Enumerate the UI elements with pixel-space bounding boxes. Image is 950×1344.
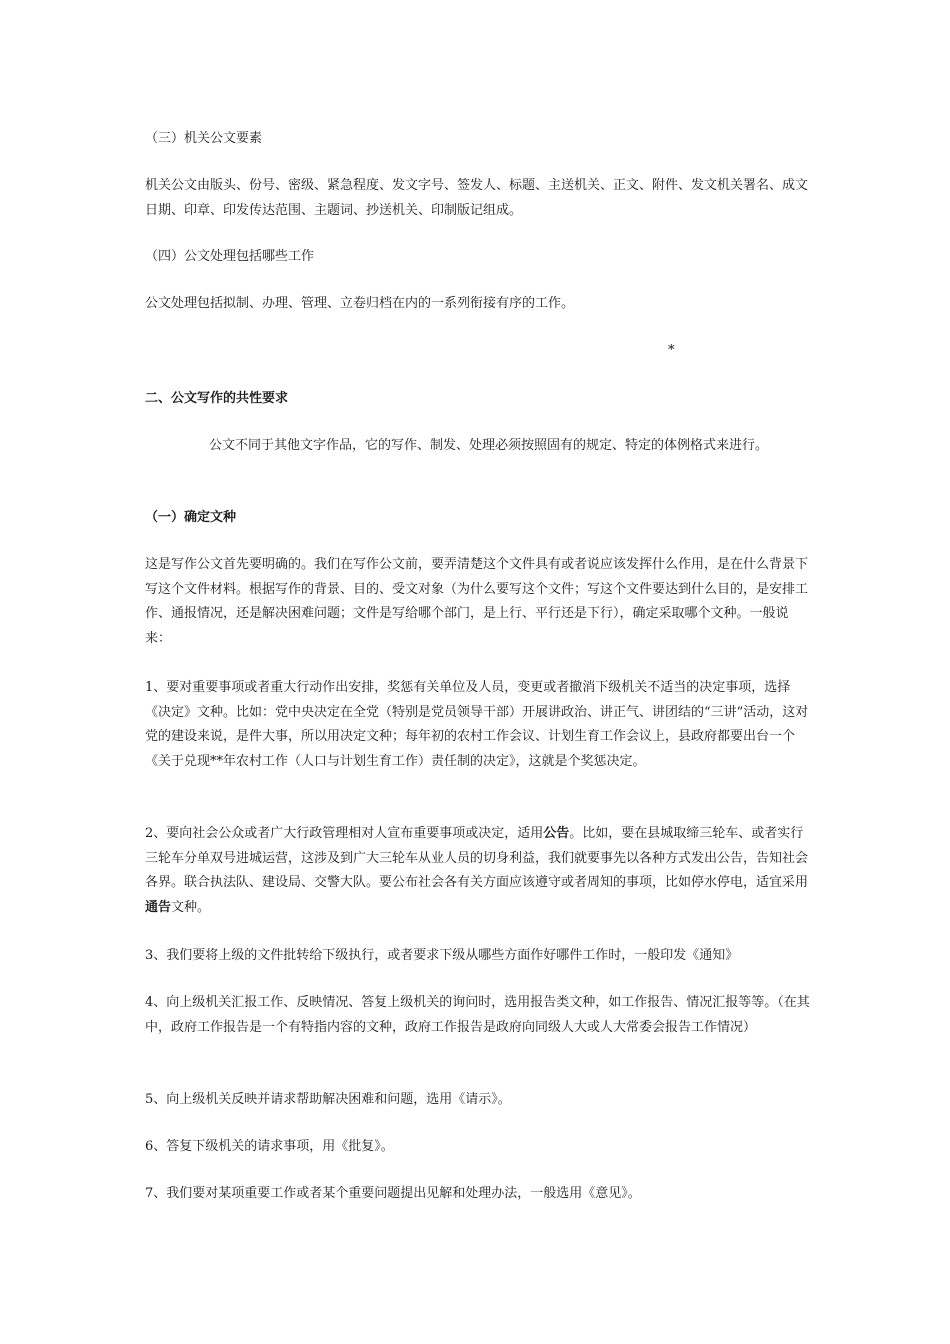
section-3-title: （三）机关公文要素 [145,131,263,146]
section-3-body: 机关公文由版头、份号、密级、紧急程度、发文字号、签发人、标题、主送机关、正文、附件、发文机关署名、成文日期、印章、印发传达范围、主题词、抄送机关、印制版记组成。 [145,178,809,218]
keyword-gonggao: 公告 [543,826,570,841]
list-item-7: 7、我们要对某项重要工作或者某个重要问题提出见解和处理办法，一般选用《意见》。 [145,1186,641,1201]
keyword-tonggao: 通告 [145,899,172,915]
list-item-5: 5、向上级机关反映并请求帮助解决困难和问题，选用《请示》。 [145,1092,511,1107]
section-4-body: 公文处理包括拟制、办理、管理、立卷归档在内的一系列衔接有序的工作。 [145,296,575,311]
intro-paragraph: 公文不同于其他文字作品，它的写作、制发、处理必须按照固有的规定、特定的体例格式来进行。 [209,438,769,453]
list-item-4: 4、向上级机关汇报工作、反映情况、答复上级机关的询问时，选用报告类文种，如工作报告、情况汇报等等。（在其中，政府工作报告是一个有特指内容的文种，政府工作报告是政府向同级人大或人大常委会报告工作情况） [145,995,810,1035]
subheading-1: （一）确定文种 [145,510,237,525]
section-4-title: （四）公文处理包括哪些工作 [145,249,315,264]
subheading-1-body: 这是写作公文首先要明确的。我们在写作公文前，要弄清楚这个文件具有或者说应该发挥什么作用，是在什么背景下写这个文件材料。根据写作的背景、目的、受文对象（为什么要写这个文件；写这个文件要达到什么目的，是安排工作、通报情况，还是解决困难问题；文件是写给哪个部门，是上行、平行还是下行），确定采取哪个文种。一般说来： [145,557,809,646]
list-item-3: 3、我们要将上级的文件批转给下级执行，或者要求下级从哪些方面作好哪件工作时，一般印发《通知》 [145,948,739,963]
list-item-6: 6、答复下级机关的请求事项，用《批复》。 [145,1139,394,1154]
list-item-2: 2、要向社会公众或者广大行政管理相对人宣布重要事项或决定，适用公告。比如，要在县城取缔三轮车、或者实行三轮车分单双号进城运营，这涉及到广大三轮车从业人员的切身利益，我们就要事先以各种方式发出公告，告知社会各界。联合执法队、建设局、交警大队。要公布社会各有关方面应该遵守或者周知的事项，比如停水停电，适宜采用通告文种。 [145,826,809,915]
heading-2: 二、公文写作的共性要求 [145,391,289,406]
list-item-1: 1、要对重要事项或者重大行动作出安排，奖惩有关单位及人员，变更或者撤消下级机关不适当的决定事项，选择《决定》文种。比如：党中央决定在全党（特别是党员领导干部）开展讲政治、讲正气、讲团结的“三讲”活动，这对党的建设来说，是件大事，所以用决定文种；每年初的农村工作会议、计划生育工作会议上，县政府都要出台一个《关于兑现**年农村工作（人口与计划生育工作）责任制的决定》，这就是个奖惩决定。 [145,680,809,769]
asterisk-mark: * [668,343,675,358]
